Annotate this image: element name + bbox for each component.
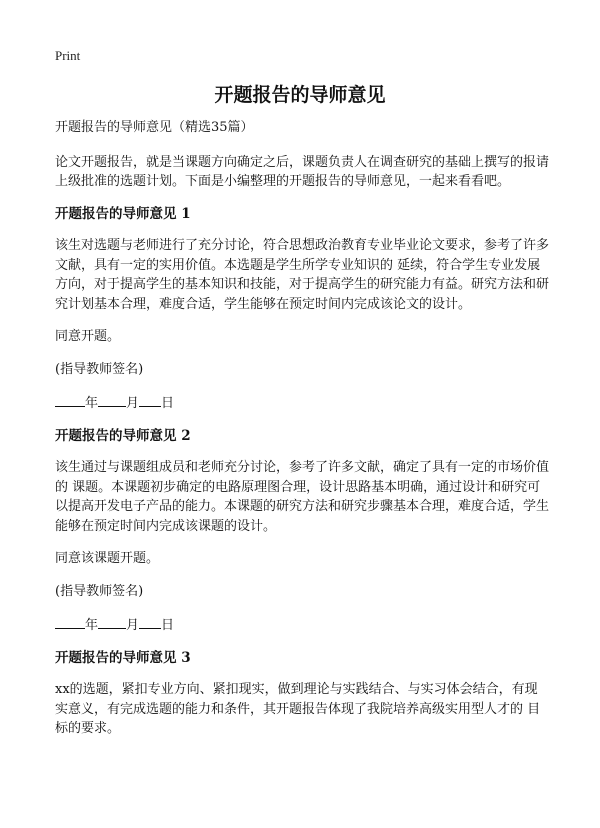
month-blank — [98, 392, 126, 407]
agree-text-2: 同意该课题开题。 — [55, 551, 160, 566]
month-label: 月 — [126, 618, 140, 633]
section-body-3: xx的选题，紧扣专业方向、紧扣现实，做到理论与实践结合、与实习体会结合，有现实意义，有完成选题的能力和条件，其开题报告体现了我院培养高级实用型人才的 目标的要求。 — [55, 682, 541, 736]
day-blank — [139, 614, 161, 629]
document-body — [55, 118, 550, 752]
month-label: 月 — [126, 396, 140, 411]
section-body-1: 该生对选题与老师进行了充分讨论，符合思想政治教育专业毕业论文要求，参考了许多文献，具有一定的实用价值。本选题是学生所学专业知识的 延续，符合学生专业发展方向，对于提高学生的基本知识和技能，对于提高学生的研究能力有益。研究方法和研究计划基本合理，难度合适，学生能够在预定时间内完成该论文的设计。 — [55, 238, 550, 312]
year-blank — [55, 614, 85, 629]
year-label: 年 — [85, 618, 99, 633]
signature-label-1: (指导教师签名) — [55, 361, 144, 377]
page-title: 开题报告的导师意见 — [214, 84, 386, 106]
section-heading-3: 开题报告的导师意见 3 — [55, 649, 191, 666]
subtitle: 开题报告的导师意见（精选35篇） — [55, 120, 254, 135]
intro-paragraph: 论文开题报告，就是当课题方向确定之后，课题负责人在调查研究的基础上撰写的报请上级批准的选题计划。下面是小编整理的开题报告的导师意见，一起来看看吧。 — [55, 154, 550, 189]
date-line-1 — [55, 392, 550, 414]
agree-text-1: 同意开题。 — [55, 329, 121, 344]
date-line-2 — [55, 614, 550, 636]
year-blank — [55, 392, 85, 407]
section-body-2: 该生通过与课题组成员和老师充分讨论，参考了许多文献，确定了具有一定的市场价值的 课题。本课题初步确定的电路原理图合理，设计思路基本明确，通过设计和研究可以提高开发电子产品的能力。本课题的研究方法和研究步骤基本合理，难度合适，学生能够在预定时间内完成该课题的设计。 — [55, 460, 550, 534]
section-heading-2: 开题报告的导师意见 2 — [55, 427, 191, 444]
day-label: 日 — [161, 618, 175, 633]
section-heading-1: 开题报告的导师意见 1 — [55, 205, 191, 222]
day-label: 日 — [161, 396, 175, 411]
day-blank — [139, 392, 161, 407]
signature-label-2: (指导教师签名) — [55, 583, 144, 599]
print-link[interactable]: Print — [55, 48, 81, 63]
year-label: 年 — [85, 396, 99, 411]
month-blank — [98, 614, 126, 629]
